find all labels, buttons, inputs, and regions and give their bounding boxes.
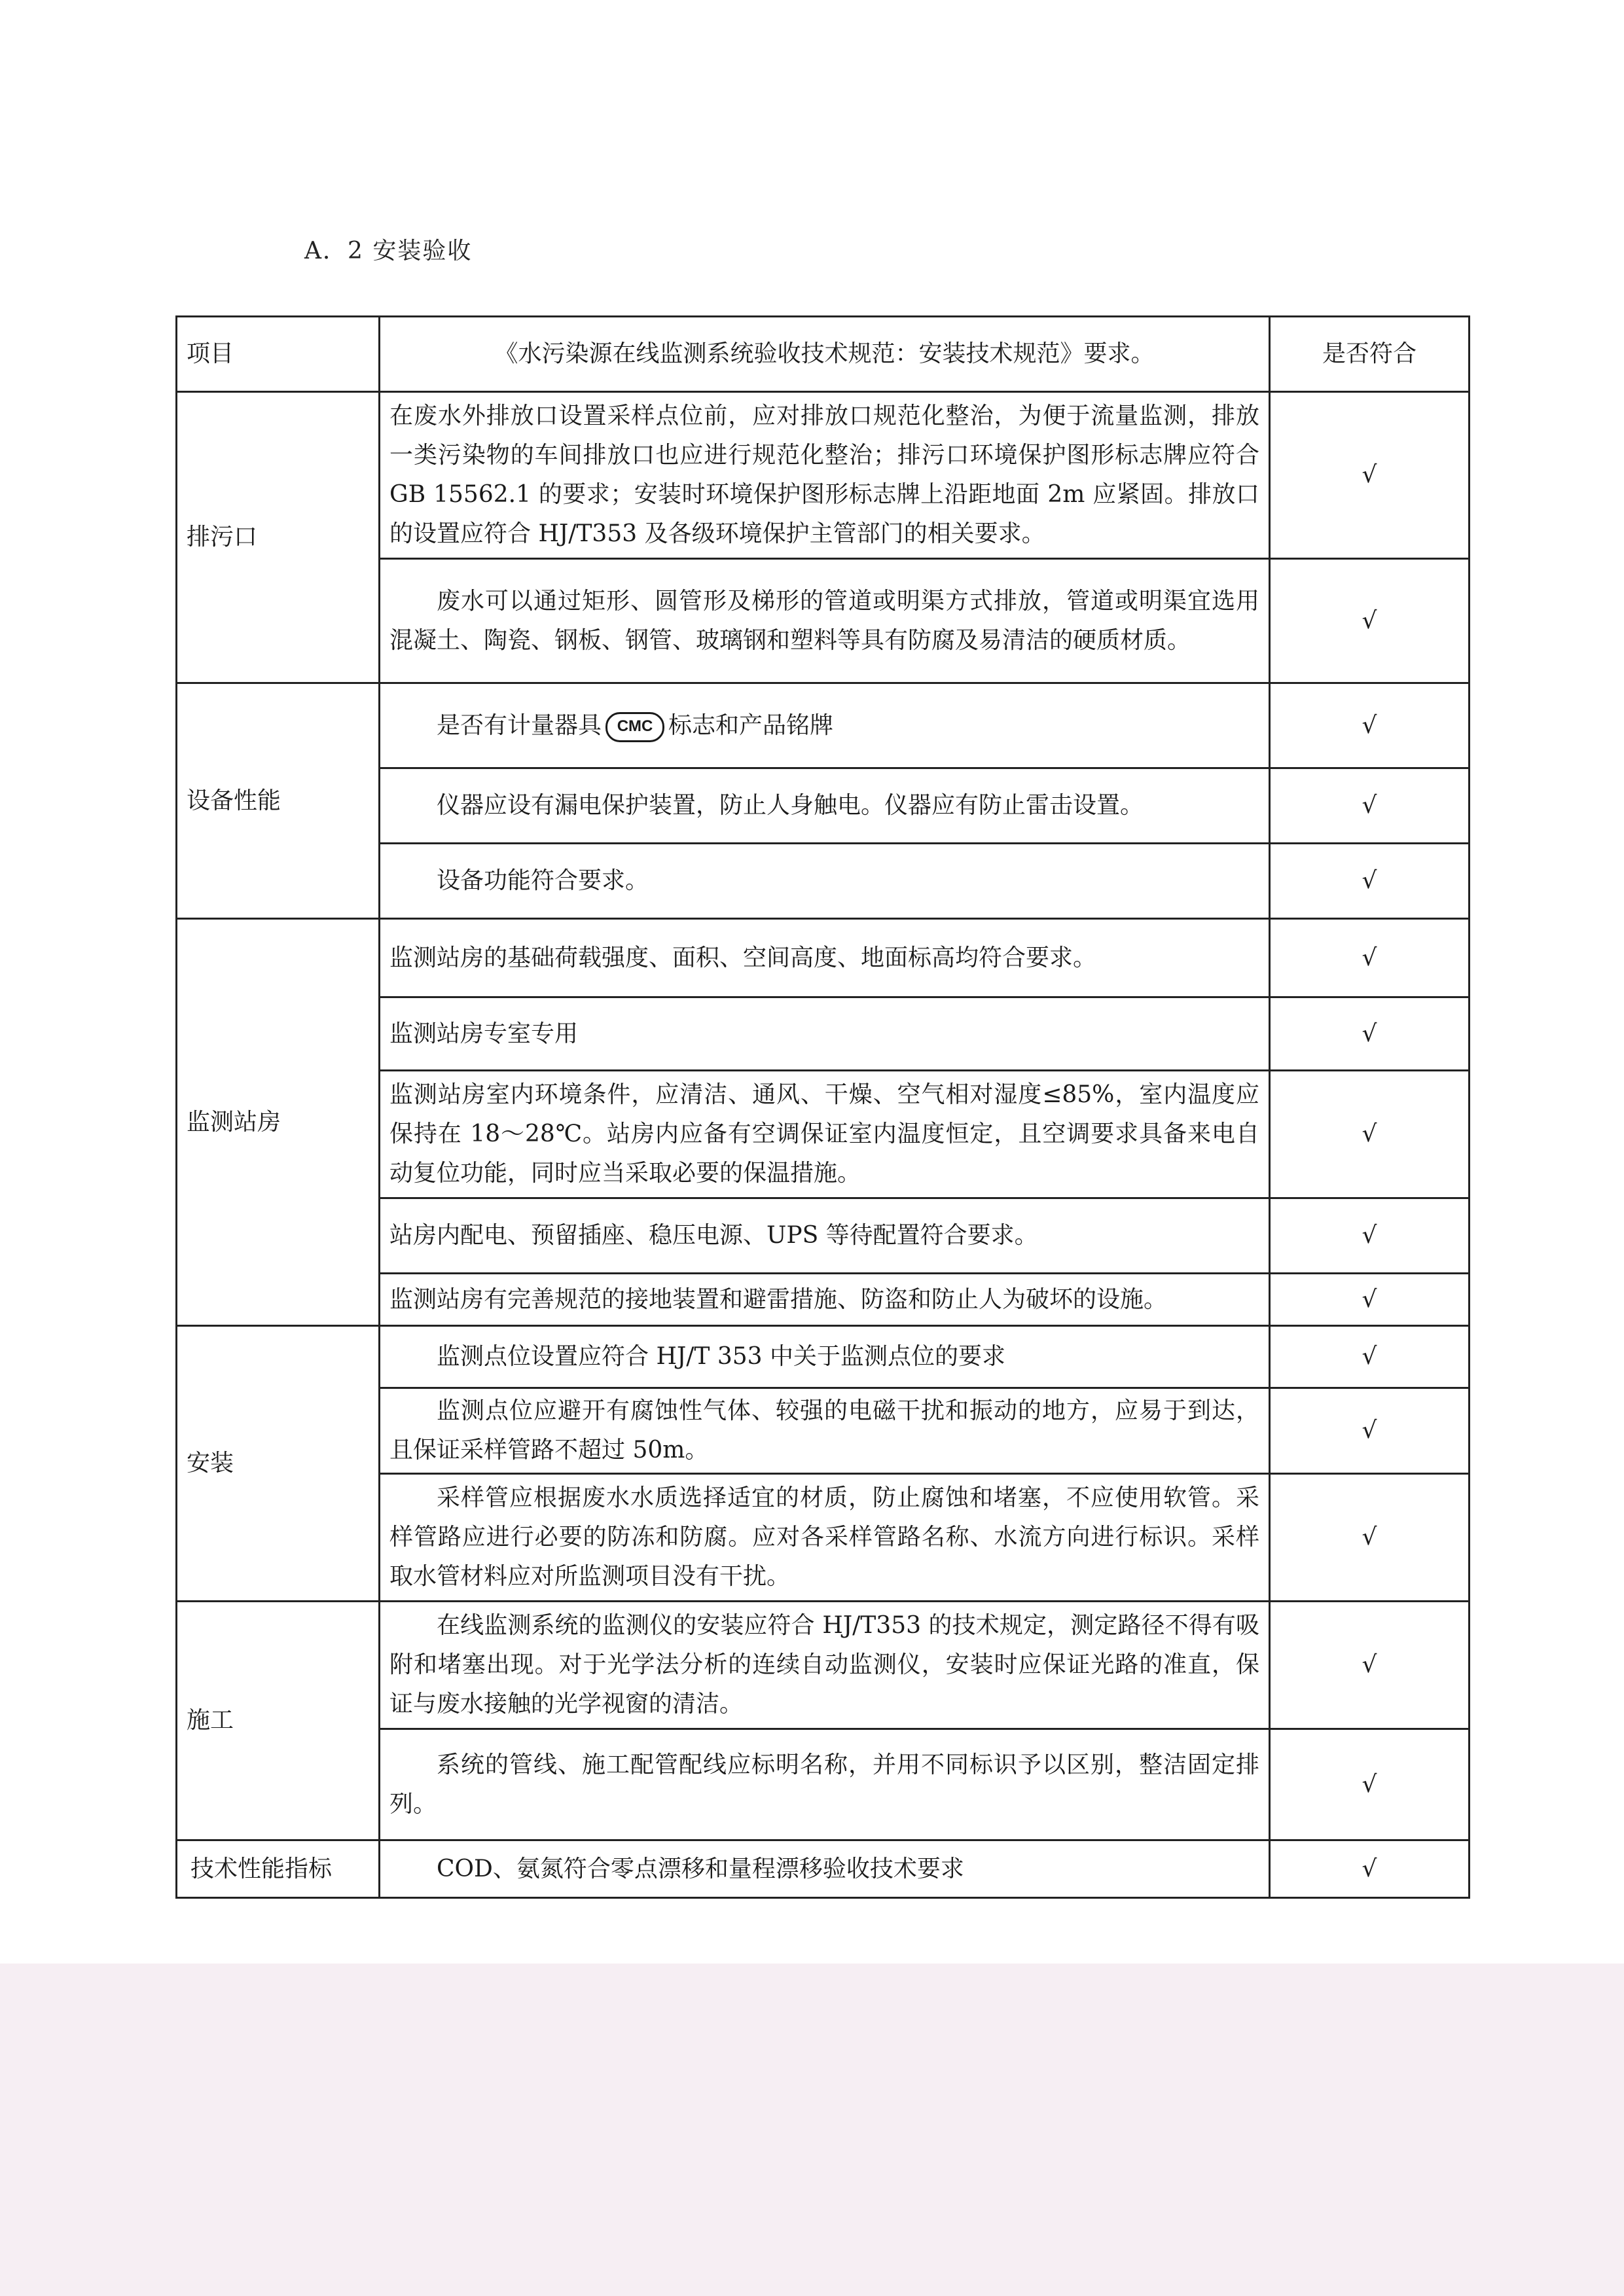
scan-background-band	[0, 1964, 1624, 2296]
requirement-cell	[380, 683, 1270, 768]
check-mark: √	[1270, 1388, 1470, 1474]
check-mark: √	[1270, 683, 1470, 768]
check-mark: √	[1270, 1198, 1470, 1274]
requirement-cell: 站房内配电、预留插座、稳压电源、UPS 等待配置符合要求。	[380, 1198, 1270, 1274]
requirement-cell: 在废水外排放口设置采样点位前，应对排放口规范化整治，为便于流量监测，排放一类污染物的车间排放口也应进行规范化整治；排污口环境保护图形标志牌应符合 GB 15562.1 的要求；安装时环境保护图形标志牌上沿距地面 2m 应紧固。排放口的设置应符合 HJ/T353 及各级环境保护主管部门的相关要求。	[380, 392, 1270, 559]
check-mark: √	[1270, 1840, 1470, 1898]
cmc-mark-icon: CMC	[605, 712, 664, 742]
check-mark: √	[1270, 1326, 1470, 1388]
requirement-cell: 监测站房室内环境条件，应清洁、通风、干燥、空气相对湿度≤85%，室内温度应保持在 18～28℃。站房内应备有空调保证室内温度恒定，且空调要求具备来电自动复位功能，同时应当采取必要的保温措施。	[380, 1071, 1270, 1198]
category-install: 安装	[177, 1326, 380, 1602]
header-requirement: 《水污染源在线监测系统验收技术规范：安装技术规范》要求。	[380, 317, 1270, 392]
table-row	[177, 919, 1470, 997]
table-row	[177, 1840, 1470, 1898]
check-mark: √	[1270, 1729, 1470, 1840]
requirement-cell: 监测站房的基础荷载强度、面积、空间高度、地面标高均符合要求。	[380, 919, 1270, 997]
requirement-cell: 采样管应根据废水水质选择适宜的材质，防止腐蚀和堵塞，不应使用软管。采样管路应进行必要的防冻和防腐。应对各采样管路名称、水流方向进行标识。采样取水管材料应对所监测项目没有干扰。	[380, 1474, 1270, 1602]
requirement-cell: 废水可以通过矩形、圆管形及梯形的管道或明渠方式排放，管道或明渠宜选用混凝土、陶瓷、钢板、钢管、玻璃钢和塑料等具有防腐及易清洁的硬质材质。	[380, 559, 1270, 683]
section-title: A．2 安装验收	[304, 238, 473, 264]
check-mark: √	[1270, 1274, 1470, 1326]
requirement-cell: 监测点位应避开有腐蚀性气体、较强的电磁干扰和振动的地方，应易于到达，且保证采样管路不超过 50m。	[380, 1388, 1270, 1474]
check-mark: √	[1270, 559, 1470, 683]
table-header-row	[177, 317, 1470, 392]
category-equipment: 设备性能	[177, 683, 380, 919]
table-row	[177, 1326, 1470, 1388]
check-mark: √	[1270, 844, 1470, 919]
requirement-text-after: 标志和产品铭牌	[668, 711, 834, 739]
requirement-cell: 设备功能符合要求。	[380, 844, 1270, 919]
check-mark: √	[1270, 768, 1470, 844]
header-compliant: 是否符合	[1270, 317, 1470, 392]
header-item: 项目	[177, 317, 380, 392]
requirement-text-before: 是否有计量器具	[437, 711, 602, 739]
table-row	[177, 1602, 1470, 1729]
check-mark: √	[1270, 919, 1470, 997]
category-technical: 技术性能指标	[177, 1840, 380, 1898]
requirement-cell: COD、氨氮符合零点漂移和量程漂移验收技术要求	[380, 1840, 1270, 1898]
check-mark: √	[1270, 1474, 1470, 1602]
requirement-cell: 监测站房有完善规范的接地装置和避雷措施、防盗和防止人为破坏的设施。	[380, 1274, 1270, 1326]
check-mark: √	[1270, 1602, 1470, 1729]
requirement-cell: 在线监测系统的监测仪的安装应符合 HJ/T353 的技术规定，测定路径不得有吸附和堵塞出现。对于光学法分析的连续自动监测仪，安装时应保证光路的准直，保证与废水接触的光学视窗的清洁。	[380, 1602, 1270, 1729]
table-row	[177, 683, 1470, 768]
requirement-cell: 监测点位设置应符合 HJ/T 353 中关于监测点位的要求	[380, 1326, 1270, 1388]
requirement-cell: 监测站房专室专用	[380, 997, 1270, 1071]
table-row	[177, 392, 1470, 559]
acceptance-table	[175, 315, 1470, 1899]
category-station: 监测站房	[177, 919, 380, 1326]
requirement-cell: 仪器应设有漏电保护装置，防止人身触电。仪器应有防止雷击设置。	[380, 768, 1270, 844]
category-construction: 施工	[177, 1602, 380, 1840]
requirement-cell: 系统的管线、施工配管配线应标明名称，并用不同标识予以区别，整洁固定排列。	[380, 1729, 1270, 1840]
check-mark: √	[1270, 392, 1470, 559]
category-outlet: 排污口	[177, 392, 380, 683]
check-mark: √	[1270, 1071, 1470, 1198]
check-mark: √	[1270, 997, 1470, 1071]
